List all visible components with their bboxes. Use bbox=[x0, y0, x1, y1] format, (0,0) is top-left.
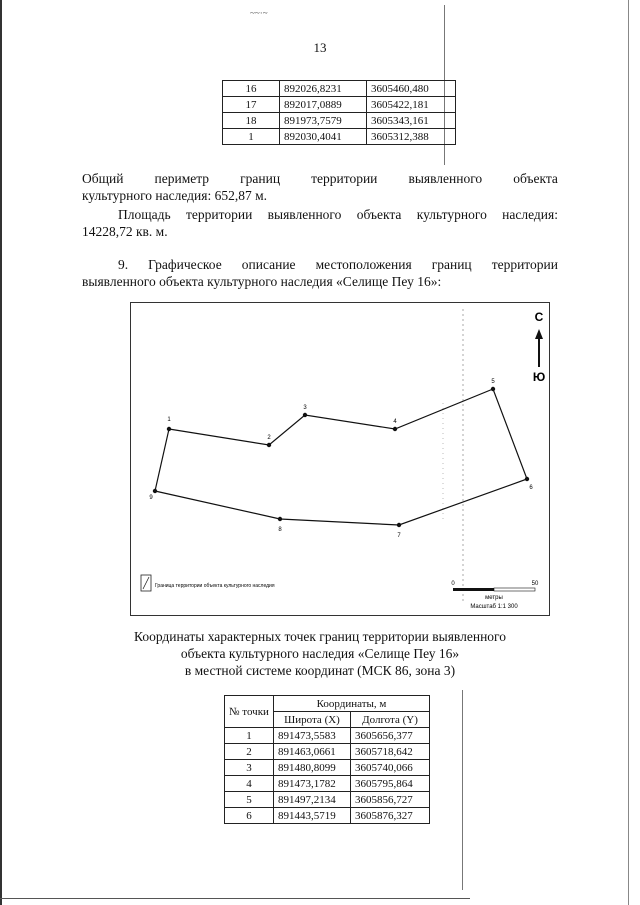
north-arrow-icon bbox=[533, 310, 545, 384]
area-line-1 bbox=[82, 206, 558, 223]
area-word: Площадь bbox=[118, 207, 171, 222]
latitude-cell: 892026,8231 bbox=[280, 81, 367, 97]
scan-bottom-border bbox=[0, 898, 470, 899]
boundary-point-label-6: 6 bbox=[529, 485, 533, 491]
area-paragraph bbox=[82, 206, 558, 240]
header-longitude: Долгота (Y) bbox=[351, 712, 430, 728]
latitude-cell: 892030,4041 bbox=[280, 129, 367, 145]
longitude-cell: 3605343,161 bbox=[367, 113, 456, 129]
boundary-point-9 bbox=[153, 489, 157, 493]
boundary-point-7 bbox=[397, 523, 401, 527]
longitude-cell: 3605876,327 bbox=[351, 808, 430, 824]
page-number: 13 bbox=[313, 40, 327, 55]
perimeter-word: территории bbox=[311, 171, 378, 186]
latitude-cell: 891973,7579 bbox=[280, 113, 367, 129]
boundary-point-6 bbox=[525, 477, 529, 481]
latitude-cell: 892017,0889 bbox=[280, 97, 367, 113]
latitude-cell: 891473,5583 bbox=[274, 728, 351, 744]
section-line-2: выявленного объекта культурного наследия «Селище Пеу 16»: bbox=[82, 274, 442, 289]
header-latitude: Широта (X) bbox=[274, 712, 351, 728]
longitude-cell: 3605718,642 bbox=[351, 744, 430, 760]
caption-line-2: объекта культурного наследия «Селище Пеу 16» bbox=[180, 646, 460, 661]
table-row bbox=[225, 776, 430, 792]
perimeter-paragraph bbox=[82, 170, 558, 204]
point-number-cell: 16 bbox=[223, 81, 280, 97]
boundary-point-label-8: 8 bbox=[278, 527, 282, 533]
scale-label: Масштаб 1:1 300 bbox=[470, 604, 518, 610]
longitude-cell: 3605460,480 bbox=[367, 81, 456, 97]
section-paragraph bbox=[82, 256, 558, 290]
latitude-cell: 891443,5719 bbox=[274, 808, 351, 824]
plan-boundary bbox=[155, 389, 527, 525]
scale-bar-unit: метры bbox=[485, 595, 503, 601]
left-scan-border bbox=[0, 0, 2, 905]
section-word: 9. bbox=[118, 257, 129, 272]
area-word: наследия: bbox=[502, 207, 558, 222]
section-word: местоположения bbox=[315, 257, 412, 272]
scale-bar-start: 0 bbox=[451, 581, 455, 587]
boundary-point-label-4: 4 bbox=[393, 419, 397, 425]
section-word: территории bbox=[491, 257, 558, 272]
area-word: территории bbox=[186, 207, 253, 222]
scale-bar-black bbox=[453, 588, 494, 591]
section-word: Графическое bbox=[148, 257, 222, 272]
point-number-cell: 18 bbox=[223, 113, 280, 129]
header-coordinates: Координаты, м bbox=[274, 696, 430, 712]
latitude-cell: 891473,1782 bbox=[274, 776, 351, 792]
point-number-cell: 1 bbox=[225, 728, 274, 744]
boundary-point-label-2: 2 bbox=[267, 435, 271, 441]
table-row bbox=[225, 728, 430, 744]
latitude-cell: 891463,0661 bbox=[274, 744, 351, 760]
scale-bar-white bbox=[494, 588, 535, 591]
area-line-2: 14228,72 кв. м. bbox=[82, 224, 168, 239]
boundary-point-label-1: 1 bbox=[167, 417, 171, 423]
table-row bbox=[225, 760, 430, 776]
plan-legend bbox=[141, 575, 275, 591]
section-line-1 bbox=[82, 256, 558, 273]
table-row bbox=[223, 129, 456, 145]
boundary-point-label-5: 5 bbox=[491, 379, 495, 385]
scan-line-bottom bbox=[462, 690, 463, 890]
area-word: выявленного bbox=[267, 207, 342, 222]
perimeter-word: объекта bbox=[513, 171, 558, 186]
point-number-cell: 17 bbox=[223, 97, 280, 113]
table-row bbox=[223, 81, 456, 97]
point-number-cell: 4 bbox=[225, 776, 274, 792]
section-word: описание bbox=[241, 257, 296, 272]
table-caption bbox=[90, 628, 550, 679]
point-number-cell: 1 bbox=[223, 129, 280, 145]
boundary-point-3 bbox=[303, 413, 307, 417]
table-row bbox=[225, 808, 430, 824]
perimeter-word: границ bbox=[240, 171, 281, 186]
longitude-cell: 3605312,388 bbox=[367, 129, 456, 145]
area-word: культурного bbox=[416, 207, 487, 222]
point-number-cell: 5 bbox=[225, 792, 274, 808]
site-plan bbox=[130, 302, 550, 616]
boundary-point-1 bbox=[167, 427, 171, 431]
longitude-cell: 3605740,066 bbox=[351, 760, 430, 776]
point-number-cell: 2 bbox=[225, 744, 274, 760]
longitude-cell: 3605656,377 bbox=[351, 728, 430, 744]
caption-line-1: Координаты характерных точек границ территории выявленного bbox=[133, 629, 506, 644]
top-coordinates-table bbox=[222, 80, 456, 145]
scale-bar bbox=[451, 581, 539, 610]
right-scan-border bbox=[628, 0, 629, 905]
boundary-point-label-7: 7 bbox=[397, 533, 401, 539]
latitude-cell: 891480,8099 bbox=[274, 760, 351, 776]
scan-speck: ~~·~ bbox=[250, 8, 268, 18]
compass-south-label: Ю bbox=[532, 370, 546, 384]
boundary-point-5 bbox=[491, 387, 495, 391]
header-point-number: № точки bbox=[225, 696, 274, 728]
boundary-point-2 bbox=[267, 443, 271, 447]
table-row bbox=[223, 113, 456, 129]
perimeter-word: периметр bbox=[154, 171, 210, 186]
bottom-coordinates-table bbox=[224, 695, 430, 824]
point-number-cell: 6 bbox=[225, 808, 274, 824]
perimeter-word: Общий bbox=[82, 171, 124, 186]
boundary-point-4 bbox=[393, 427, 397, 431]
section-word: границ bbox=[431, 257, 472, 272]
table-row bbox=[225, 792, 430, 808]
site-plan-drawing bbox=[131, 303, 549, 615]
boundary-point-8 bbox=[278, 517, 282, 521]
longitude-cell: 3605856,727 bbox=[351, 792, 430, 808]
longitude-cell: 3605422,181 bbox=[367, 97, 456, 113]
caption-line-3: в местной системе координат (МСК 86, зона 3) bbox=[184, 663, 456, 678]
scale-bar-end: 50 bbox=[531, 581, 539, 587]
perimeter-word: выявленного bbox=[408, 171, 483, 186]
table-row bbox=[225, 744, 430, 760]
area-word: объекта bbox=[356, 207, 402, 222]
point-number-cell: 3 bbox=[225, 760, 274, 776]
longitude-cell: 3605795,864 bbox=[351, 776, 430, 792]
perimeter-line-2: культурного наследия: 652,87 м. bbox=[82, 188, 268, 203]
table-row bbox=[223, 97, 456, 113]
boundary-point-label-3: 3 bbox=[303, 405, 307, 411]
compass-north-label: С bbox=[534, 310, 544, 324]
latitude-cell: 891497,2134 bbox=[274, 792, 351, 808]
perimeter-line-1 bbox=[82, 170, 558, 187]
legend-text: Граница территории объекта культурного наследия bbox=[155, 583, 275, 589]
boundary-point-label-9: 9 bbox=[149, 495, 153, 501]
